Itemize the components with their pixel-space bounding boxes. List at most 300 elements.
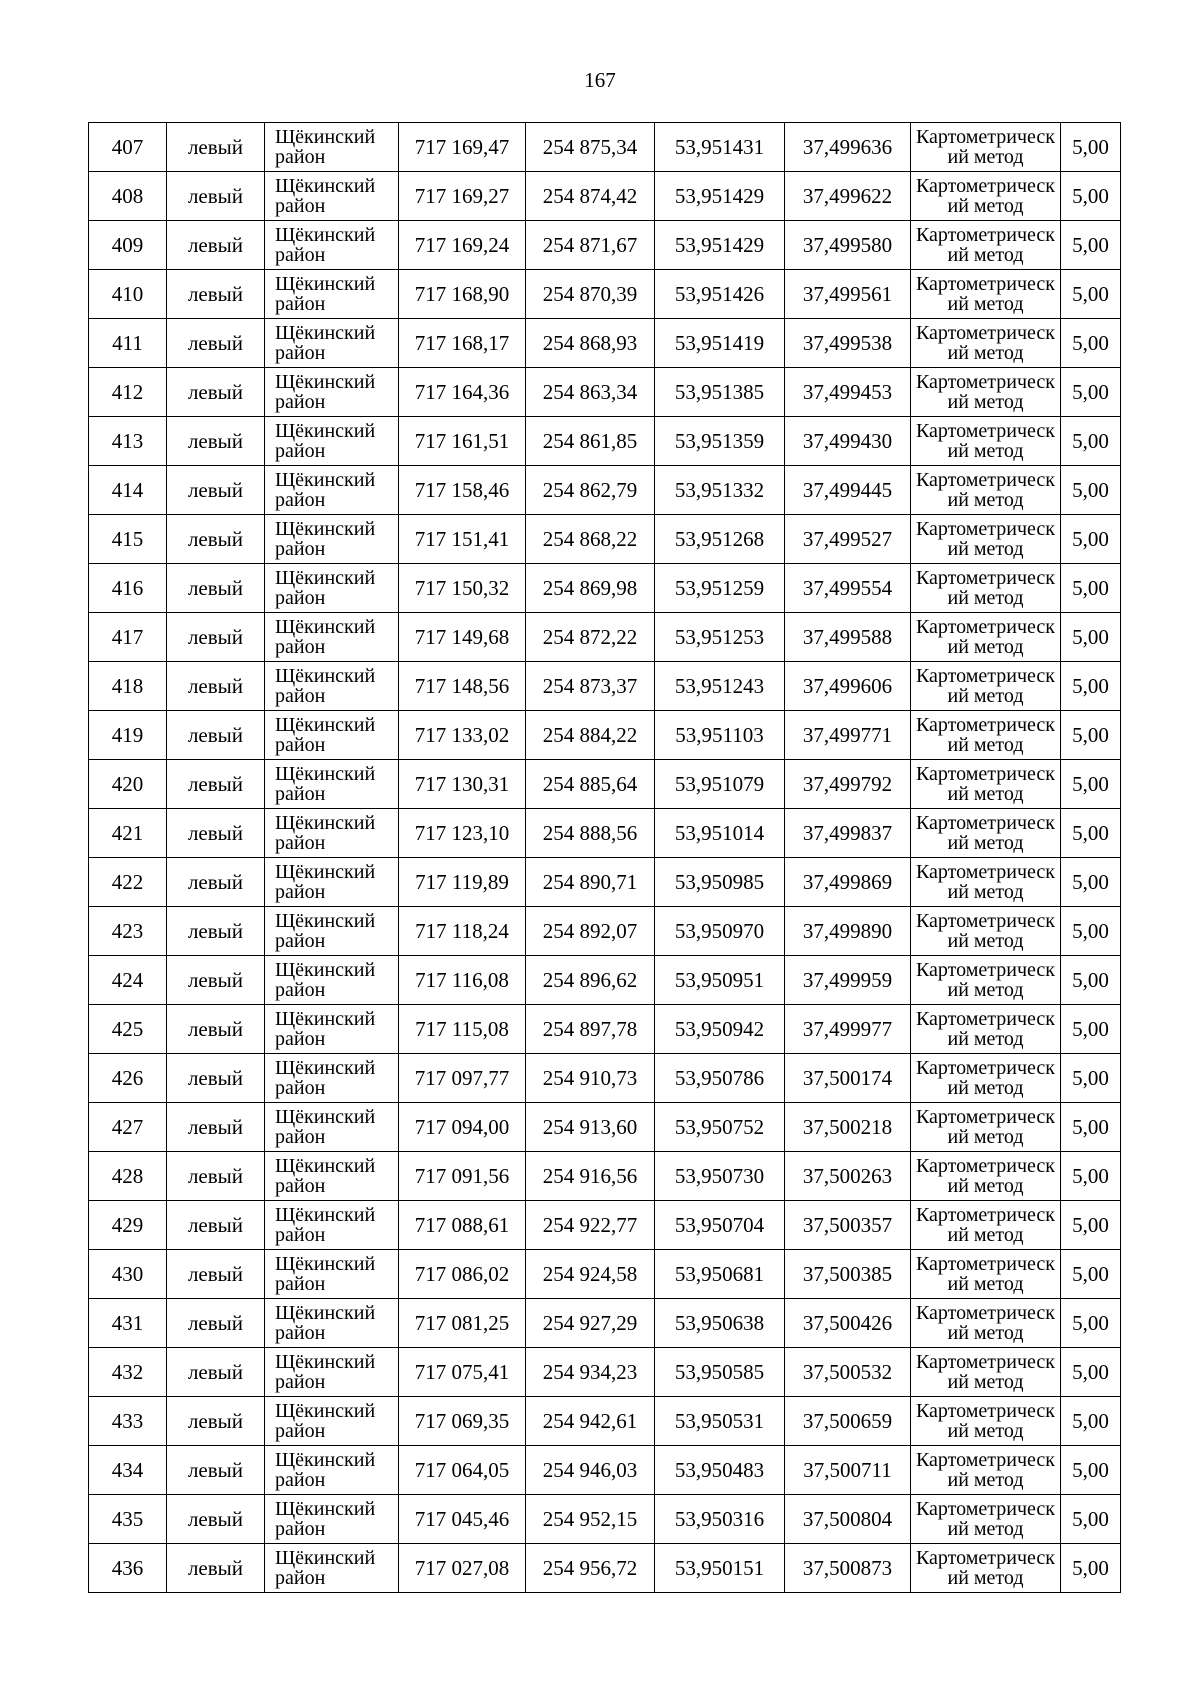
longitude-cell: 37,500218 — [785, 1103, 911, 1152]
latitude-cell: 53,951259 — [655, 564, 785, 613]
latitude-cell: 53,950970 — [655, 907, 785, 956]
point-number-cell: 422 — [89, 858, 167, 907]
side-cell: левый — [167, 1348, 265, 1397]
latitude-cell: 53,950704 — [655, 1201, 785, 1250]
accuracy-cell: 5,00 — [1061, 368, 1121, 417]
district-cell: Щёкинский район — [265, 662, 399, 711]
district-cell: Щёкинский район — [265, 515, 399, 564]
table-row — [89, 1054, 1121, 1103]
latitude-cell: 53,950638 — [655, 1299, 785, 1348]
point-number-cell: 412 — [89, 368, 167, 417]
method-cell — [911, 1152, 1061, 1201]
accuracy-cell: 5,00 — [1061, 270, 1121, 319]
longitude-cell: 37,499771 — [785, 711, 911, 760]
method-text: Картометрический метод — [915, 910, 1056, 952]
side-cell: левый — [167, 368, 265, 417]
point-number-cell: 426 — [89, 1054, 167, 1103]
y-coordinate-cell: 254 862,79 — [526, 466, 655, 515]
district-cell: Щёкинский район — [265, 123, 399, 172]
y-coordinate-cell: 254 868,93 — [526, 319, 655, 368]
coordinates-table — [88, 122, 1121, 1593]
method-cell — [911, 662, 1061, 711]
latitude-cell: 53,951419 — [655, 319, 785, 368]
longitude-cell: 37,499622 — [785, 172, 911, 221]
method-cell — [911, 319, 1061, 368]
x-coordinate-cell: 717 069,35 — [399, 1397, 526, 1446]
district-cell: Щёкинский район — [265, 564, 399, 613]
longitude-cell: 37,499959 — [785, 956, 911, 1005]
point-number-cell: 431 — [89, 1299, 167, 1348]
accuracy-cell: 5,00 — [1061, 123, 1121, 172]
latitude-cell: 53,951426 — [655, 270, 785, 319]
district-cell: Щёкинский район — [265, 1054, 399, 1103]
longitude-cell: 37,500426 — [785, 1299, 911, 1348]
y-coordinate-cell: 254 888,56 — [526, 809, 655, 858]
district-cell: Щёкинский район — [265, 809, 399, 858]
table-row — [89, 417, 1121, 466]
x-coordinate-cell: 717 115,08 — [399, 1005, 526, 1054]
method-cell — [911, 515, 1061, 564]
y-coordinate-cell: 254 910,73 — [526, 1054, 655, 1103]
side-cell: левый — [167, 1446, 265, 1495]
longitude-cell: 37,499636 — [785, 123, 911, 172]
latitude-cell: 53,951268 — [655, 515, 785, 564]
latitude-cell: 53,951431 — [655, 123, 785, 172]
method-text: Картометрический метод — [915, 1351, 1056, 1393]
y-coordinate-cell: 254 897,78 — [526, 1005, 655, 1054]
district-cell: Щёкинский район — [265, 711, 399, 760]
table-row — [89, 319, 1121, 368]
point-number-cell: 417 — [89, 613, 167, 662]
y-coordinate-cell: 254 942,61 — [526, 1397, 655, 1446]
district-cell: Щёкинский район — [265, 1495, 399, 1544]
table-row — [89, 956, 1121, 1005]
longitude-cell: 37,500659 — [785, 1397, 911, 1446]
accuracy-cell: 5,00 — [1061, 1495, 1121, 1544]
accuracy-cell: 5,00 — [1061, 1103, 1121, 1152]
point-number-cell: 420 — [89, 760, 167, 809]
district-cell: Щёкинский район — [265, 1348, 399, 1397]
district-cell: Щёкинский район — [265, 956, 399, 1005]
longitude-cell: 37,500873 — [785, 1544, 911, 1593]
side-cell: левый — [167, 221, 265, 270]
y-coordinate-cell: 254 946,03 — [526, 1446, 655, 1495]
point-number-cell: 424 — [89, 956, 167, 1005]
accuracy-cell: 5,00 — [1061, 662, 1121, 711]
method-cell — [911, 711, 1061, 760]
latitude-cell: 53,950730 — [655, 1152, 785, 1201]
latitude-cell: 53,951332 — [655, 466, 785, 515]
accuracy-cell: 5,00 — [1061, 760, 1121, 809]
point-number-cell: 408 — [89, 172, 167, 221]
point-number-cell: 409 — [89, 221, 167, 270]
point-number-cell: 429 — [89, 1201, 167, 1250]
table-row — [89, 711, 1121, 760]
district-cell: Щёкинский район — [265, 270, 399, 319]
longitude-cell: 37,499538 — [785, 319, 911, 368]
longitude-cell: 37,499890 — [785, 907, 911, 956]
table-row — [89, 613, 1121, 662]
longitude-cell: 37,499561 — [785, 270, 911, 319]
method-text: Картометрический метод — [915, 224, 1056, 266]
accuracy-cell: 5,00 — [1061, 1054, 1121, 1103]
method-cell — [911, 1005, 1061, 1054]
longitude-cell: 37,500385 — [785, 1250, 911, 1299]
accuracy-cell: 5,00 — [1061, 1005, 1121, 1054]
method-cell — [911, 1299, 1061, 1348]
x-coordinate-cell: 717 116,08 — [399, 956, 526, 1005]
method-cell — [911, 1446, 1061, 1495]
method-cell — [911, 466, 1061, 515]
method-cell — [911, 1348, 1061, 1397]
longitude-cell: 37,500357 — [785, 1201, 911, 1250]
accuracy-cell: 5,00 — [1061, 1152, 1121, 1201]
x-coordinate-cell: 717 064,05 — [399, 1446, 526, 1495]
accuracy-cell: 5,00 — [1061, 1397, 1121, 1446]
y-coordinate-cell: 254 952,15 — [526, 1495, 655, 1544]
longitude-cell: 37,499977 — [785, 1005, 911, 1054]
method-cell — [911, 1397, 1061, 1446]
x-coordinate-cell: 717 118,24 — [399, 907, 526, 956]
method-text: Картометрический метод — [915, 1008, 1056, 1050]
method-cell — [911, 956, 1061, 1005]
point-number-cell: 433 — [89, 1397, 167, 1446]
method-cell — [911, 221, 1061, 270]
longitude-cell: 37,499606 — [785, 662, 911, 711]
point-number-cell: 419 — [89, 711, 167, 760]
table-row — [89, 1495, 1121, 1544]
latitude-cell: 53,950942 — [655, 1005, 785, 1054]
side-cell: левый — [167, 760, 265, 809]
point-number-cell: 428 — [89, 1152, 167, 1201]
district-cell: Щёкинский район — [265, 172, 399, 221]
district-cell: Щёкинский район — [265, 221, 399, 270]
table-row — [89, 1299, 1121, 1348]
accuracy-cell: 5,00 — [1061, 907, 1121, 956]
x-coordinate-cell: 717 123,10 — [399, 809, 526, 858]
latitude-cell: 53,950316 — [655, 1495, 785, 1544]
x-coordinate-cell: 717 148,56 — [399, 662, 526, 711]
side-cell: левый — [167, 956, 265, 1005]
method-text: Картометрический метод — [915, 1204, 1056, 1246]
x-coordinate-cell: 717 097,77 — [399, 1054, 526, 1103]
accuracy-cell: 5,00 — [1061, 858, 1121, 907]
x-coordinate-cell: 717 088,61 — [399, 1201, 526, 1250]
side-cell: левый — [167, 270, 265, 319]
method-text: Картометрический метод — [915, 1302, 1056, 1344]
accuracy-cell: 5,00 — [1061, 1446, 1121, 1495]
x-coordinate-cell: 717 151,41 — [399, 515, 526, 564]
district-cell: Щёкинский район — [265, 319, 399, 368]
side-cell: левый — [167, 1103, 265, 1152]
side-cell: левый — [167, 466, 265, 515]
table-row — [89, 1152, 1121, 1201]
method-cell — [911, 417, 1061, 466]
x-coordinate-cell: 717 169,47 — [399, 123, 526, 172]
side-cell: левый — [167, 123, 265, 172]
y-coordinate-cell: 254 927,29 — [526, 1299, 655, 1348]
table-row — [89, 515, 1121, 564]
method-cell — [911, 907, 1061, 956]
point-number-cell: 418 — [89, 662, 167, 711]
method-cell — [911, 123, 1061, 172]
x-coordinate-cell: 717 150,32 — [399, 564, 526, 613]
y-coordinate-cell: 254 869,98 — [526, 564, 655, 613]
method-text: Картометрический метод — [915, 1057, 1056, 1099]
y-coordinate-cell: 254 922,77 — [526, 1201, 655, 1250]
longitude-cell: 37,499445 — [785, 466, 911, 515]
accuracy-cell: 5,00 — [1061, 1299, 1121, 1348]
district-cell: Щёкинский район — [265, 1152, 399, 1201]
accuracy-cell: 5,00 — [1061, 1544, 1121, 1593]
district-cell: Щёкинский район — [265, 1103, 399, 1152]
y-coordinate-cell: 254 861,85 — [526, 417, 655, 466]
point-number-cell: 423 — [89, 907, 167, 956]
accuracy-cell: 5,00 — [1061, 319, 1121, 368]
y-coordinate-cell: 254 916,56 — [526, 1152, 655, 1201]
district-cell: Щёкинский район — [265, 907, 399, 956]
table-row — [89, 1348, 1121, 1397]
longitude-cell: 37,499430 — [785, 417, 911, 466]
longitude-cell: 37,499527 — [785, 515, 911, 564]
district-cell: Щёкинский район — [265, 613, 399, 662]
district-cell: Щёкинский район — [265, 760, 399, 809]
side-cell: левый — [167, 1544, 265, 1593]
longitude-cell: 37,499453 — [785, 368, 911, 417]
latitude-cell: 53,950786 — [655, 1054, 785, 1103]
district-cell: Щёкинский район — [265, 1201, 399, 1250]
method-text: Картометрический метод — [915, 1253, 1056, 1295]
method-text: Картометрический метод — [915, 469, 1056, 511]
accuracy-cell: 5,00 — [1061, 1201, 1121, 1250]
method-cell — [911, 270, 1061, 319]
method-cell — [911, 564, 1061, 613]
longitude-cell: 37,500532 — [785, 1348, 911, 1397]
side-cell: левый — [167, 172, 265, 221]
accuracy-cell: 5,00 — [1061, 809, 1121, 858]
method-text: Картометрический метод — [915, 1155, 1056, 1197]
table-row — [89, 809, 1121, 858]
longitude-cell: 37,499580 — [785, 221, 911, 270]
table-row — [89, 1397, 1121, 1446]
latitude-cell: 53,950985 — [655, 858, 785, 907]
y-coordinate-cell: 254 890,71 — [526, 858, 655, 907]
point-number-cell: 432 — [89, 1348, 167, 1397]
district-cell: Щёкинский район — [265, 1005, 399, 1054]
accuracy-cell: 5,00 — [1061, 956, 1121, 1005]
point-number-cell: 430 — [89, 1250, 167, 1299]
point-number-cell: 421 — [89, 809, 167, 858]
method-text: Картометрический метод — [915, 371, 1056, 413]
latitude-cell: 53,950681 — [655, 1250, 785, 1299]
y-coordinate-cell: 254 873,37 — [526, 662, 655, 711]
method-cell — [911, 1495, 1061, 1544]
x-coordinate-cell: 717 161,51 — [399, 417, 526, 466]
latitude-cell: 53,951103 — [655, 711, 785, 760]
table-row — [89, 858, 1121, 907]
district-cell: Щёкинский район — [265, 417, 399, 466]
method-cell — [911, 368, 1061, 417]
y-coordinate-cell: 254 884,22 — [526, 711, 655, 760]
district-cell: Щёкинский район — [265, 1397, 399, 1446]
table-row — [89, 760, 1121, 809]
point-number-cell: 425 — [89, 1005, 167, 1054]
x-coordinate-cell: 717 149,68 — [399, 613, 526, 662]
point-number-cell: 410 — [89, 270, 167, 319]
side-cell: левый — [167, 564, 265, 613]
x-coordinate-cell: 717 133,02 — [399, 711, 526, 760]
longitude-cell: 37,500263 — [785, 1152, 911, 1201]
x-coordinate-cell: 717 045,46 — [399, 1495, 526, 1544]
method-text: Картометрический метод — [915, 1106, 1056, 1148]
y-coordinate-cell: 254 896,62 — [526, 956, 655, 1005]
y-coordinate-cell: 254 870,39 — [526, 270, 655, 319]
x-coordinate-cell: 717 164,36 — [399, 368, 526, 417]
method-text: Картометрический метод — [915, 518, 1056, 560]
method-text: Картометрический метод — [915, 763, 1056, 805]
point-number-cell: 436 — [89, 1544, 167, 1593]
x-coordinate-cell: 717 169,24 — [399, 221, 526, 270]
y-coordinate-cell: 254 871,67 — [526, 221, 655, 270]
table-row — [89, 662, 1121, 711]
point-number-cell: 434 — [89, 1446, 167, 1495]
side-cell: левый — [167, 1152, 265, 1201]
point-number-cell: 427 — [89, 1103, 167, 1152]
accuracy-cell: 5,00 — [1061, 417, 1121, 466]
latitude-cell: 53,950752 — [655, 1103, 785, 1152]
latitude-cell: 53,951429 — [655, 172, 785, 221]
table-row — [89, 907, 1121, 956]
table-row — [89, 564, 1121, 613]
method-cell — [911, 809, 1061, 858]
side-cell: левый — [167, 1397, 265, 1446]
table-row — [89, 466, 1121, 515]
method-text: Картометрический метод — [915, 126, 1056, 168]
latitude-cell: 53,951243 — [655, 662, 785, 711]
y-coordinate-cell: 254 892,07 — [526, 907, 655, 956]
latitude-cell: 53,950151 — [655, 1544, 785, 1593]
y-coordinate-cell: 254 863,34 — [526, 368, 655, 417]
side-cell: левый — [167, 711, 265, 760]
side-cell: левый — [167, 1299, 265, 1348]
accuracy-cell: 5,00 — [1061, 221, 1121, 270]
side-cell: левый — [167, 417, 265, 466]
method-cell — [911, 1054, 1061, 1103]
method-cell — [911, 858, 1061, 907]
accuracy-cell: 5,00 — [1061, 1348, 1121, 1397]
side-cell: левый — [167, 1250, 265, 1299]
table-row — [89, 123, 1121, 172]
side-cell: левый — [167, 515, 265, 564]
latitude-cell: 53,951079 — [655, 760, 785, 809]
accuracy-cell: 5,00 — [1061, 466, 1121, 515]
side-cell: левый — [167, 1005, 265, 1054]
table-row — [89, 1201, 1121, 1250]
x-coordinate-cell: 717 075,41 — [399, 1348, 526, 1397]
latitude-cell: 53,950483 — [655, 1446, 785, 1495]
point-number-cell: 407 — [89, 123, 167, 172]
x-coordinate-cell: 717 168,90 — [399, 270, 526, 319]
point-number-cell: 435 — [89, 1495, 167, 1544]
latitude-cell: 53,951253 — [655, 613, 785, 662]
latitude-cell: 53,951359 — [655, 417, 785, 466]
accuracy-cell: 5,00 — [1061, 613, 1121, 662]
latitude-cell: 53,951385 — [655, 368, 785, 417]
x-coordinate-cell: 717 091,56 — [399, 1152, 526, 1201]
district-cell: Щёкинский район — [265, 1544, 399, 1593]
longitude-cell: 37,500804 — [785, 1495, 911, 1544]
y-coordinate-cell: 254 956,72 — [526, 1544, 655, 1593]
y-coordinate-cell: 254 885,64 — [526, 760, 655, 809]
side-cell: левый — [167, 809, 265, 858]
method-cell — [911, 1544, 1061, 1593]
method-cell — [911, 613, 1061, 662]
x-coordinate-cell: 717 119,89 — [399, 858, 526, 907]
method-cell — [911, 172, 1061, 221]
method-text: Картометрический метод — [915, 959, 1056, 1001]
method-text: Картометрический метод — [915, 1498, 1056, 1540]
method-cell — [911, 1201, 1061, 1250]
district-cell: Щёкинский район — [265, 858, 399, 907]
longitude-cell: 37,500711 — [785, 1446, 911, 1495]
longitude-cell: 37,500174 — [785, 1054, 911, 1103]
y-coordinate-cell: 254 875,34 — [526, 123, 655, 172]
table-body — [89, 123, 1121, 1593]
y-coordinate-cell: 254 934,23 — [526, 1348, 655, 1397]
method-text: Картометрический метод — [915, 1547, 1056, 1589]
latitude-cell: 53,950951 — [655, 956, 785, 1005]
district-cell: Щёкинский район — [265, 1299, 399, 1348]
x-coordinate-cell: 717 081,25 — [399, 1299, 526, 1348]
side-cell: левый — [167, 1495, 265, 1544]
method-text: Картометрический метод — [915, 420, 1056, 462]
method-text: Картометрический метод — [915, 665, 1056, 707]
table-row — [89, 1005, 1121, 1054]
accuracy-cell: 5,00 — [1061, 1250, 1121, 1299]
table-row — [89, 1544, 1121, 1593]
point-number-cell: 416 — [89, 564, 167, 613]
side-cell: левый — [167, 662, 265, 711]
latitude-cell: 53,951014 — [655, 809, 785, 858]
latitude-cell: 53,950585 — [655, 1348, 785, 1397]
method-text: Картометрический метод — [915, 273, 1056, 315]
latitude-cell: 53,950531 — [655, 1397, 785, 1446]
side-cell: левый — [167, 1201, 265, 1250]
method-text: Картометрический метод — [915, 812, 1056, 854]
table-row — [89, 270, 1121, 319]
y-coordinate-cell: 254 872,22 — [526, 613, 655, 662]
longitude-cell: 37,499554 — [785, 564, 911, 613]
district-cell: Щёкинский район — [265, 368, 399, 417]
point-number-cell: 414 — [89, 466, 167, 515]
method-text: Картометрический метод — [915, 322, 1056, 364]
side-cell: левый — [167, 613, 265, 662]
side-cell: левый — [167, 1054, 265, 1103]
point-number-cell: 413 — [89, 417, 167, 466]
table-row — [89, 1103, 1121, 1152]
x-coordinate-cell: 717 086,02 — [399, 1250, 526, 1299]
method-text: Картометрический метод — [915, 567, 1056, 609]
district-cell: Щёкинский район — [265, 1250, 399, 1299]
page-number: 167 — [584, 68, 616, 92]
method-text: Картометрический метод — [915, 861, 1056, 903]
table-row — [89, 172, 1121, 221]
y-coordinate-cell: 254 913,60 — [526, 1103, 655, 1152]
accuracy-cell: 5,00 — [1061, 172, 1121, 221]
accuracy-cell: 5,00 — [1061, 564, 1121, 613]
point-number-cell: 415 — [89, 515, 167, 564]
y-coordinate-cell: 254 874,42 — [526, 172, 655, 221]
